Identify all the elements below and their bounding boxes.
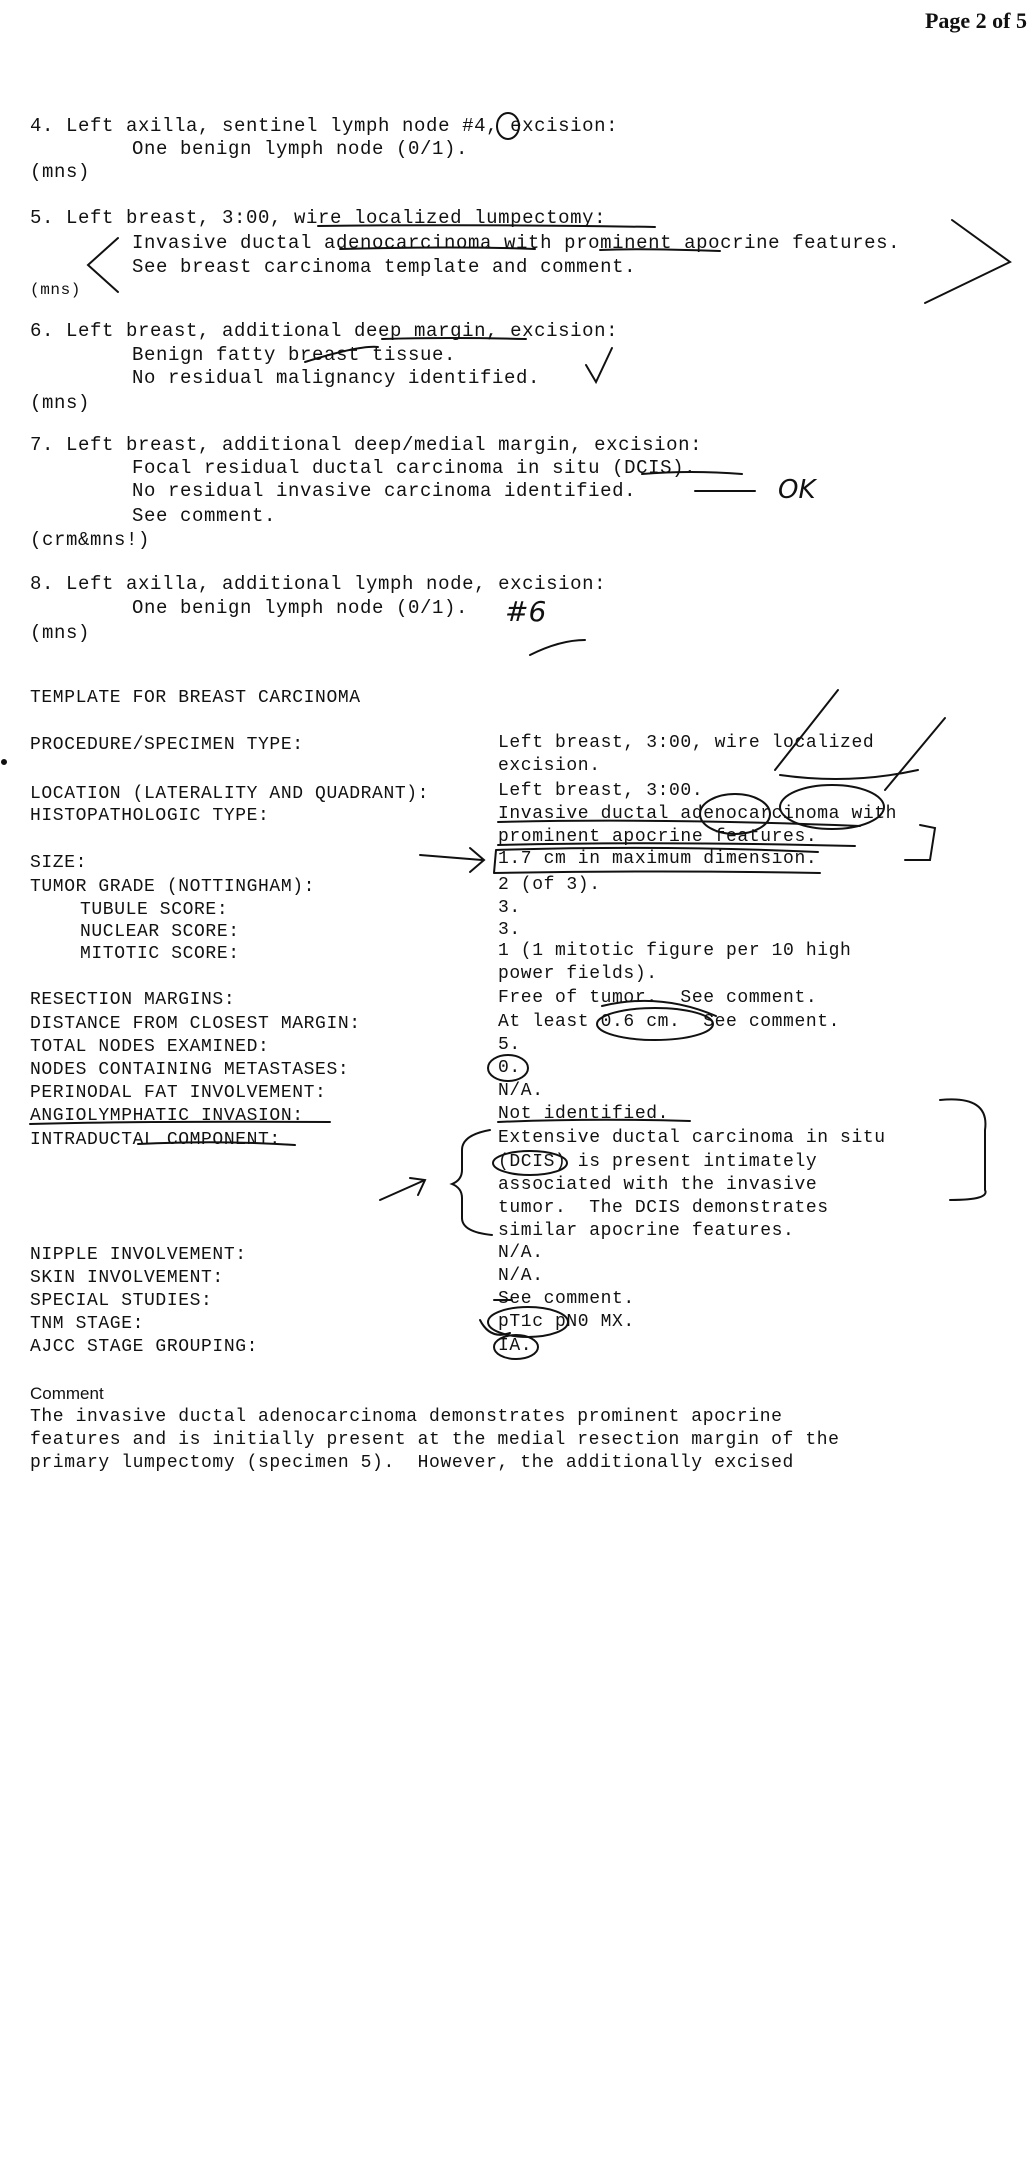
- skin-value: N/A.: [498, 1266, 544, 1286]
- histo-label: HISTOPATHOLOGIC TYPE:: [30, 806, 270, 826]
- tubule-value: 3.: [498, 898, 521, 918]
- skin-label: SKIN INVOLVEMENT:: [30, 1268, 224, 1288]
- tnm-value: pT1c pN0 MX.: [498, 1312, 635, 1332]
- item-7-heading: 7. Left breast, additional deep/medial margin, excision:: [30, 434, 703, 456]
- location-value: Left breast, 3:00.: [498, 781, 704, 801]
- angio-value: Not identified.: [498, 1104, 670, 1124]
- nipple-value: N/A.: [498, 1243, 544, 1263]
- item-6-line-1: Benign fatty breast tissue.: [132, 344, 457, 366]
- item-7-line-3: See comment.: [132, 505, 277, 527]
- mitotic-value-1: 1 (1 mitotic figure per 10 high: [498, 941, 852, 961]
- template-title: TEMPLATE FOR BREAST CARCINOMA: [30, 688, 361, 708]
- nipple-label: NIPPLE INVOLVEMENT:: [30, 1245, 247, 1265]
- comment-line-2: features and is initially present at the medial resection margin of the: [30, 1430, 840, 1450]
- intraductal-label: INTRADUCTAL COMPONENT:: [30, 1130, 281, 1150]
- item-4-initials: (mns): [30, 161, 91, 183]
- item-7-line-1: Focal residual ductal carcinoma in situ (DCIS).: [132, 457, 697, 479]
- mitotic-label: MITOTIC SCORE:: [80, 944, 240, 964]
- tnm-label: TNM STAGE:: [30, 1314, 145, 1334]
- item-8-initials: (mns): [30, 622, 91, 644]
- page-number: Page 2 of 5: [924, 8, 1027, 33]
- comment-line-3: primary lumpectomy (specimen 5). However, the additionally excised: [30, 1453, 794, 1473]
- metastases-value: 0.: [498, 1058, 521, 1078]
- ajcc-label: AJCC STAGE GROUPING:: [30, 1337, 259, 1357]
- item-6-heading: 6. Left breast, additional deep margin, excision:: [30, 320, 619, 342]
- special-studies-value: See comment.: [498, 1289, 635, 1309]
- angio-label: ANGIOLYMPHATIC INVASION:: [30, 1106, 304, 1126]
- distance-label: DISTANCE FROM CLOSEST MARGIN:: [30, 1014, 361, 1034]
- histo-value-2: prominent apocrine features.: [498, 827, 818, 847]
- grade-value: 2 (of 3).: [498, 875, 601, 895]
- grade-label: TUMOR GRADE (NOTTINGHAM):: [30, 877, 316, 897]
- breast-carcinoma-template: [0, 660, 1033, 2060]
- margins-value: Free of tumor. See comment.: [498, 988, 818, 1008]
- special-studies-label: SPECIAL STUDIES:: [30, 1291, 213, 1311]
- ajcc-value: IA.: [498, 1336, 533, 1356]
- item-6-initials: (mns): [30, 392, 91, 414]
- tubule-label: TUBULE SCORE:: [80, 900, 229, 920]
- histo-value-1: Invasive ductal adenocarcinoma with: [498, 804, 898, 824]
- comment-line-1: The invasive ductal adenocarcinoma demonstrates prominent apocrine: [30, 1407, 783, 1427]
- item-7-initials: (crm&mns!): [30, 529, 151, 551]
- item-7-line-2: No residual invasive carcinoma identified.: [132, 480, 637, 502]
- margins-label: RESECTION MARGINS:: [30, 990, 236, 1010]
- item-5-line-1: Invasive ductal adenocarcinoma with prominent apocrine features.: [132, 232, 901, 254]
- nuclear-value: 3.: [498, 920, 521, 940]
- intraductal-value-2: (DCIS) is present intimately: [498, 1152, 818, 1172]
- total-nodes-value: 5.: [498, 1035, 521, 1055]
- perinodal-label: PERINODAL FAT INVOLVEMENT:: [30, 1083, 327, 1103]
- handwritten-ok: OK: [778, 475, 816, 505]
- distance-value: At least 0.6 cm. See comment.: [498, 1012, 841, 1032]
- specimen-list: [0, 0, 1033, 660]
- metastases-label: NODES CONTAINING METASTASES:: [30, 1060, 350, 1080]
- perinodal-value: N/A.: [498, 1081, 544, 1101]
- item-4-line-1: One benign lymph node (0/1).: [132, 138, 469, 160]
- comment-heading: Comment: [30, 1384, 104, 1403]
- item-6-line-2: No residual malignancy identified.: [132, 367, 541, 389]
- item-5-line-2: See breast carcinoma template and comment.: [132, 256, 637, 278]
- location-label: LOCATION (LATERALITY AND QUADRANT):: [30, 784, 430, 804]
- comment-section: [0, 1384, 1033, 2180]
- intraductal-value-3: associated with the invasive: [498, 1175, 818, 1195]
- procedure-label: PROCEDURE/SPECIMEN TYPE:: [30, 735, 304, 755]
- mitotic-value-2: power fields).: [498, 964, 658, 984]
- procedure-value-2: excision.: [498, 756, 601, 776]
- procedure-value-1: Left breast, 3:00, wire localized: [498, 733, 875, 753]
- item-8-line-1: One benign lymph node (0/1).: [132, 597, 469, 619]
- intraductal-value-5: similar apocrine features.: [498, 1221, 795, 1241]
- item-8-heading: 8. Left axilla, additional lymph node, excision:: [30, 573, 607, 595]
- nuclear-label: NUCLEAR SCORE:: [80, 922, 240, 942]
- intraductal-value-1: Extensive ductal carcinoma in situ: [498, 1128, 886, 1148]
- handwritten-six: #6: [505, 595, 547, 628]
- size-label: SIZE:: [30, 853, 88, 873]
- item-5-initials: (mns): [30, 281, 82, 299]
- size-value: 1.7 cm in maximum dimension.: [498, 849, 818, 869]
- intraductal-value-4: tumor. The DCIS demonstrates: [498, 1198, 829, 1218]
- total-nodes-label: TOTAL NODES EXAMINED:: [30, 1037, 270, 1057]
- item-4-heading: 4. Left axilla, sentinel lymph node #4, excision:: [30, 115, 619, 137]
- item-5-heading: 5. Left breast, 3:00, wire localized lumpectomy:: [30, 207, 607, 229]
